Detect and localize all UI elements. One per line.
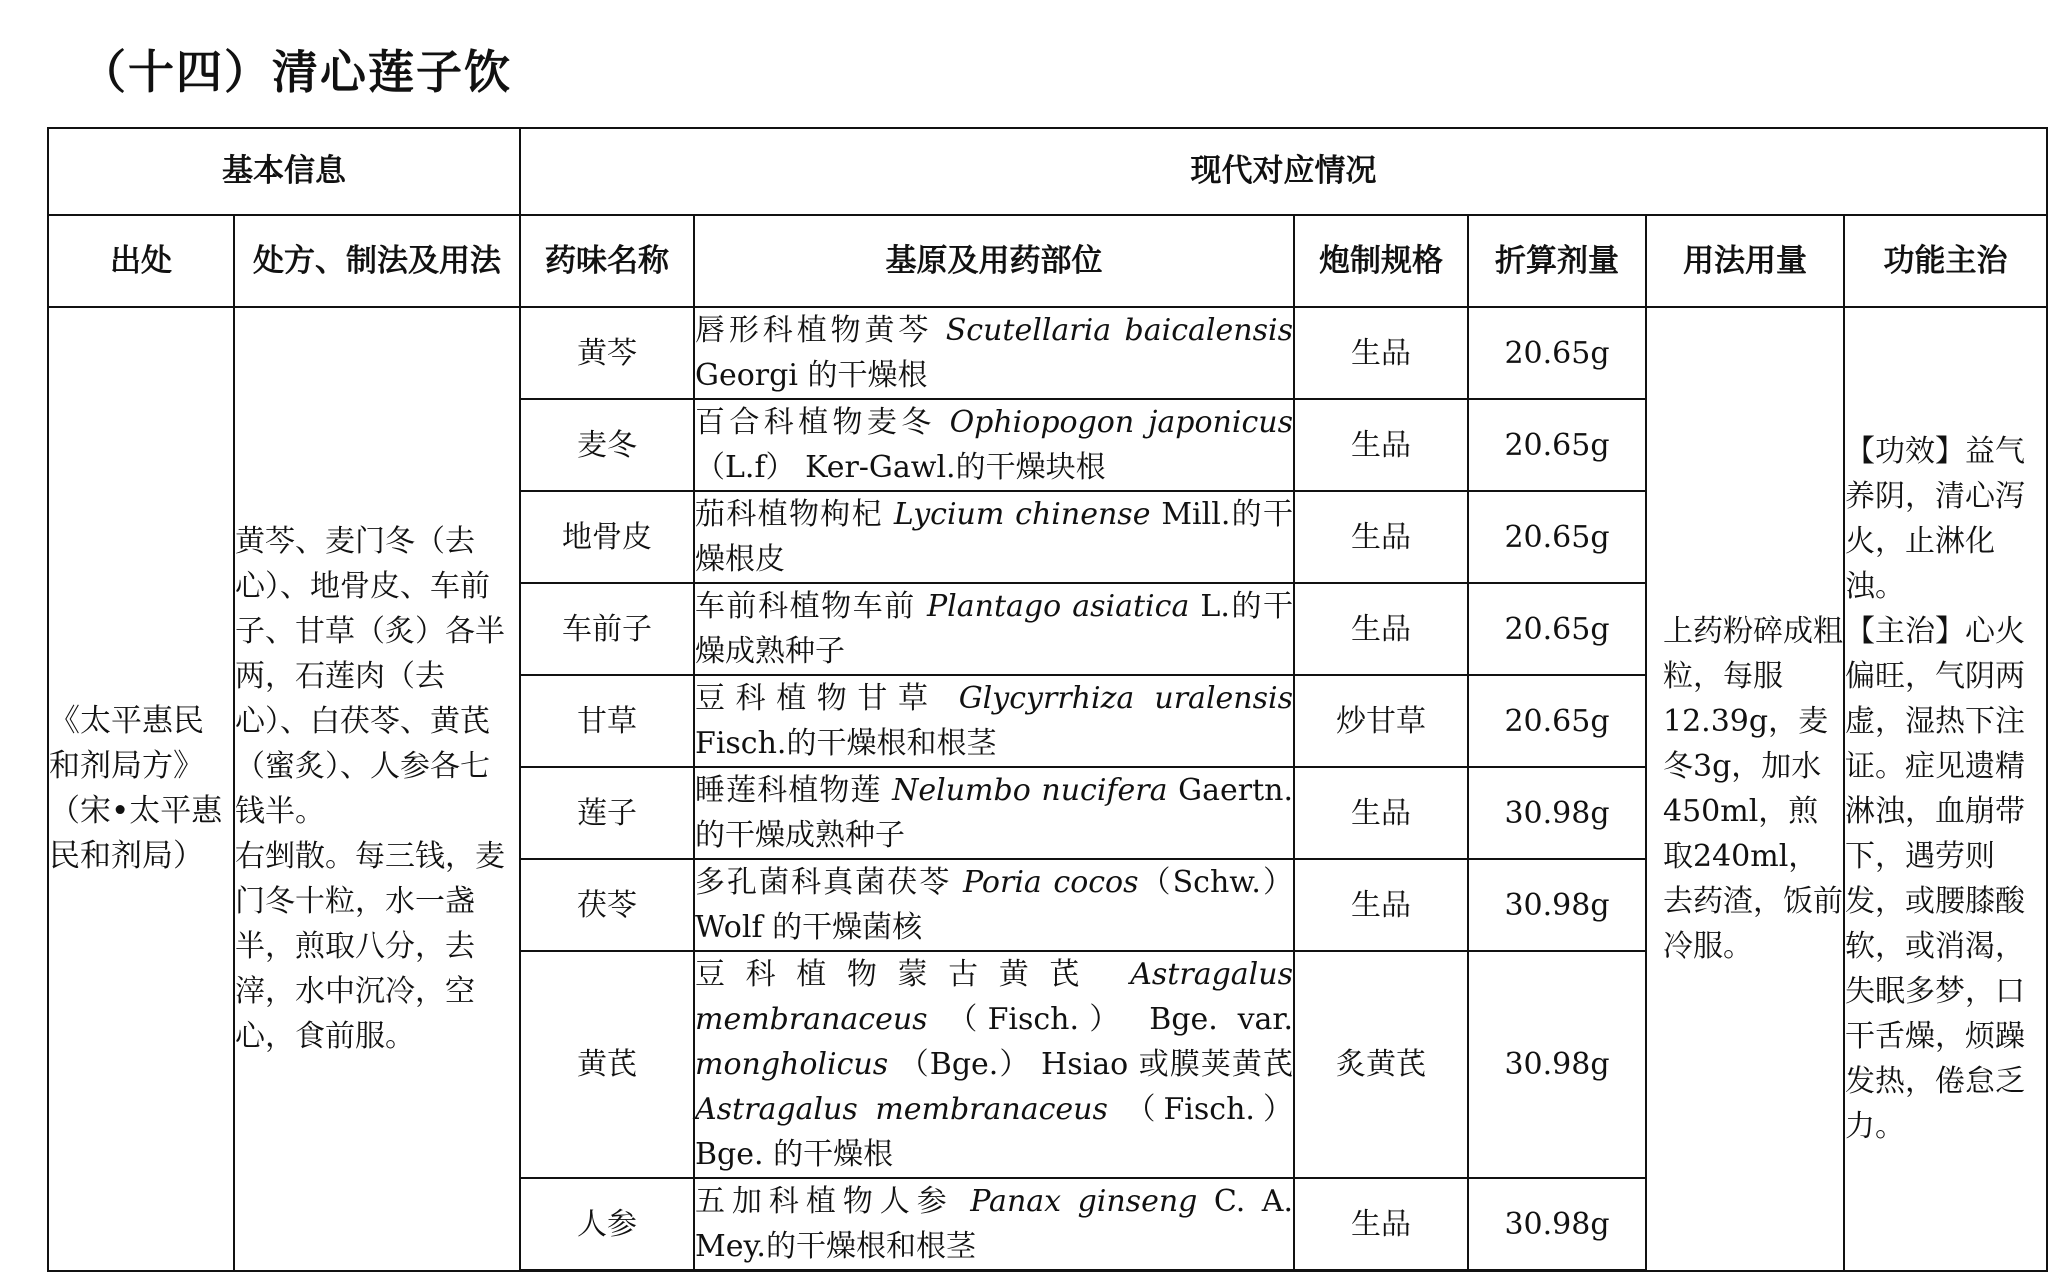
herb-processing-cell: 生品 bbox=[1294, 859, 1468, 951]
herb-name-cell: 莲子 bbox=[520, 767, 694, 859]
herb-origin-cell: 车前科植物车前 Plantago asiatica L.的干燥成熟种子 bbox=[694, 583, 1294, 675]
herb-dose-cell: 30.98g bbox=[1468, 1178, 1646, 1271]
herb-origin-cell: 唇形科植物黄芩 Scutellaria baicalensis Georgi 的干燥根 bbox=[694, 307, 1294, 399]
function-cell bbox=[1844, 307, 2047, 1271]
function-effect: 【功效】益气养阴，清心泻火，止淋化浊。 bbox=[1845, 433, 2025, 604]
herb-processing-cell: 生品 bbox=[1294, 307, 1468, 399]
usage-cell: 上药粉碎成粗粒，每服12.39g，麦冬3g，加水450ml，煎取240ml，去药渣，饭前冷服。 bbox=[1646, 307, 1844, 1271]
herb-processing-cell: 生品 bbox=[1294, 491, 1468, 583]
herb-name-cell: 茯苓 bbox=[520, 859, 694, 951]
herb-origin-cell: 豆科植物蒙古黄芪 Astragalus membranaceus （Fisch.） Bge. var. mongholicus （Bge.） Hsiao 或膜荚黄芪 Astragalus membranaceus （Fisch.） Bge. 的干燥根 bbox=[694, 951, 1294, 1178]
herb-name-cell: 黄芩 bbox=[520, 307, 694, 399]
header-prescription: 处方、制法及用法 bbox=[234, 215, 520, 307]
herb-dose-cell: 30.98g bbox=[1468, 951, 1646, 1178]
herb-dose-cell: 20.65g bbox=[1468, 307, 1646, 399]
herb-name-cell: 地骨皮 bbox=[520, 491, 694, 583]
header-usage: 用法用量 bbox=[1646, 215, 1844, 307]
prescription-table bbox=[47, 127, 2048, 1272]
herb-origin-cell: 睡莲科植物莲 Nelumbo nucifera Gaertn.的干燥成熟种子 bbox=[694, 767, 1294, 859]
header-herb-name: 药味名称 bbox=[520, 215, 694, 307]
header-basic-info: 基本信息 bbox=[48, 128, 520, 215]
herb-dose-cell: 20.65g bbox=[1468, 399, 1646, 491]
herb-name-cell: 黄芪 bbox=[520, 951, 694, 1178]
header-processing: 炮制规格 bbox=[1294, 215, 1468, 307]
herb-name-cell: 麦冬 bbox=[520, 399, 694, 491]
header-origin: 基原及用药部位 bbox=[694, 215, 1294, 307]
herb-dose-cell: 30.98g bbox=[1468, 767, 1646, 859]
function-indication: 【主治】心火偏旺，气阴两虚，湿热下注证。症见遗精淋浊，血崩带下，遇劳则发，或腰膝酸软，或消渴，失眠多梦，口干舌燥，烦躁发热，倦怠乏力。 bbox=[1845, 613, 2025, 1144]
column-header-row bbox=[48, 215, 2047, 307]
herb-origin-cell: 百合科植物麦冬 Ophiopogon japonicus （L.f） Ker-Gawl.的干燥块根 bbox=[694, 399, 1294, 491]
herb-dose-cell: 20.65g bbox=[1468, 675, 1646, 767]
herb-processing-cell: 生品 bbox=[1294, 767, 1468, 859]
herb-processing-cell: 生品 bbox=[1294, 1178, 1468, 1271]
table-row bbox=[48, 307, 2047, 399]
header-dose: 折算剂量 bbox=[1468, 215, 1646, 307]
header-modern: 现代对应情况 bbox=[520, 128, 2047, 215]
herb-dose-cell: 20.65g bbox=[1468, 583, 1646, 675]
herb-processing-cell: 炒甘草 bbox=[1294, 675, 1468, 767]
source-cell: 《太平惠民和剂局方》（宋•太平惠民和剂局） bbox=[48, 307, 234, 1271]
page-title: （十四）清心莲子饮 bbox=[80, 45, 512, 99]
header-function: 功能主治 bbox=[1844, 215, 2047, 307]
herb-processing-cell: 生品 bbox=[1294, 583, 1468, 675]
prescription-composition: 黄芩、麦门冬（去心）、地骨皮、车前子、甘草（炙）各半两，石莲肉（去心）、白茯苓、黄芪（蜜炙）、人参各七钱半。 bbox=[235, 523, 505, 829]
herb-name-cell: 人参 bbox=[520, 1178, 694, 1271]
prescription-cell bbox=[234, 307, 520, 1271]
herb-origin-cell: 茄科植物枸杞 Lycium chinense Mill.的干燥根皮 bbox=[694, 491, 1294, 583]
herb-name-cell: 车前子 bbox=[520, 583, 694, 675]
herb-processing-cell: 生品 bbox=[1294, 399, 1468, 491]
herb-processing-cell: 炙黄芪 bbox=[1294, 951, 1468, 1178]
group-header-row bbox=[48, 128, 2047, 215]
herb-origin-cell: 多孔菌科真菌茯苓 Poria cocos（Schw.） Wolf 的干燥菌核 bbox=[694, 859, 1294, 951]
herb-name-cell: 甘草 bbox=[520, 675, 694, 767]
herb-dose-cell: 20.65g bbox=[1468, 491, 1646, 583]
herb-origin-cell: 五加科植物人参 Panax ginseng C. A. Mey.的干燥根和根茎 bbox=[694, 1178, 1294, 1271]
herb-origin-cell: 豆科植物甘草 Glycyrrhiza uralensis Fisch.的干燥根和根茎 bbox=[694, 675, 1294, 767]
herb-dose-cell: 30.98g bbox=[1468, 859, 1646, 951]
prescription-method: 右剉散。每三钱，麦门冬十粒，水一盏半，煎取八分，去滓，水中沉冷，空心，食前服。 bbox=[235, 838, 505, 1054]
header-source: 出处 bbox=[48, 215, 234, 307]
